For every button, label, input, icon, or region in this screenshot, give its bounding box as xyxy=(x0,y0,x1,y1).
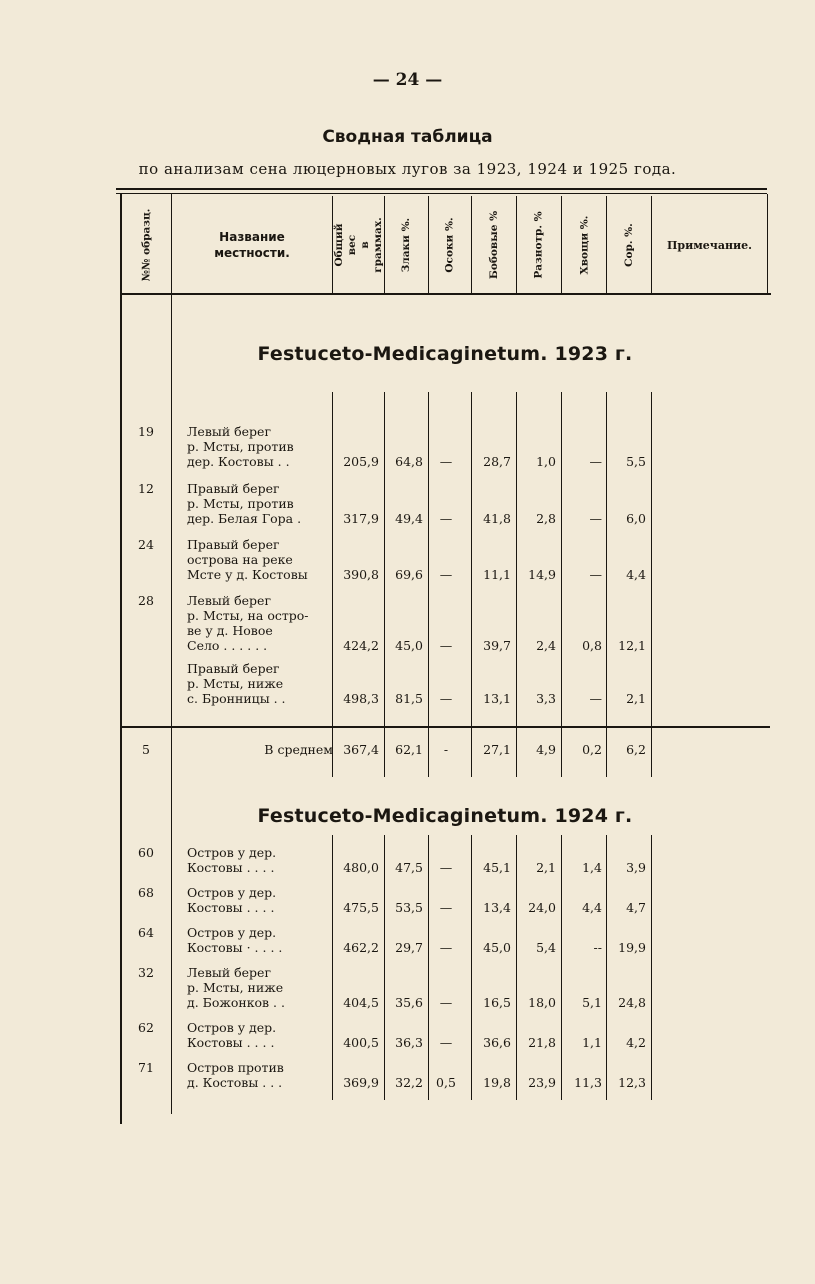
grasses-value: 47,5 xyxy=(395,860,423,875)
data-divider xyxy=(471,835,472,1100)
location-name: Правый берег р. Мсты, против дер. Белая Гора . xyxy=(187,481,302,526)
sedges-value: 0,5 xyxy=(436,1075,456,1090)
weeds-value: 2,1 xyxy=(626,691,646,706)
total-value: 480,0 xyxy=(343,860,379,875)
weeds-value: 4,4 xyxy=(626,567,646,582)
horsetails-value: -- xyxy=(593,940,602,955)
weeds-value: 3,9 xyxy=(626,860,646,875)
horsetails-value: 1,4 xyxy=(582,860,602,875)
legumes-value: 36,6 xyxy=(483,1035,511,1050)
sedges-value: — xyxy=(439,860,453,875)
location-name: Остров против д. Костовы . . . xyxy=(187,1060,284,1090)
location-name: Левый берег р. Мсты, на остро- ве у д. Новое Село . . . . . . xyxy=(187,593,309,653)
header-location: Название местности. xyxy=(214,230,290,260)
header-grasses xyxy=(385,198,428,292)
data-divider xyxy=(428,392,429,777)
horsetails-value: — xyxy=(589,691,602,706)
header-bottom-rule xyxy=(120,293,771,295)
left-border xyxy=(120,194,122,1124)
sample-number: 68 xyxy=(138,885,154,900)
total-value: 475,5 xyxy=(343,900,379,915)
data-divider xyxy=(651,392,652,777)
header-forbs-label: Разнотр. % xyxy=(533,211,546,279)
total-value: 317,9 xyxy=(343,511,379,526)
data-divider xyxy=(606,835,607,1100)
location-name: В среднем xyxy=(264,742,333,757)
horsetails-value: 0,2 xyxy=(582,742,602,757)
location-name: Остров у дер. Костовы · . . . . xyxy=(187,925,283,955)
legumes-value: 45,1 xyxy=(483,860,511,875)
forbs-value: 1,0 xyxy=(536,454,556,469)
page-number: — 24 — xyxy=(372,70,443,90)
sedges-value: — xyxy=(439,995,453,1010)
location-name: Остров у дер. Костовы . . . . xyxy=(187,845,277,875)
weeds-value: 24,8 xyxy=(618,995,646,1010)
legumes-value: 19,8 xyxy=(483,1075,511,1090)
sample-number: 71 xyxy=(138,1060,154,1075)
data-divider xyxy=(561,392,562,777)
legumes-value: 39,7 xyxy=(483,638,511,653)
right-border xyxy=(767,194,768,294)
number-column-divider xyxy=(171,194,172,1114)
table-subtitle: по анализам сена люцерновых лугов за 1923, 1924 и 1925 года. xyxy=(138,160,677,178)
sedges-value: — xyxy=(439,454,453,469)
sample-number: 60 xyxy=(138,845,154,860)
legumes-value: 45,0 xyxy=(483,940,511,955)
header-note: Примечание. xyxy=(666,238,752,252)
legumes-value: 16,5 xyxy=(483,995,511,1010)
location-name: Левый берег р. Мсты, против дер. Костовы . . xyxy=(187,424,294,469)
top-rule xyxy=(116,188,767,190)
horsetails-value: — xyxy=(589,567,602,582)
sedges-value: — xyxy=(439,691,453,706)
weeds-value: 19,9 xyxy=(618,940,646,955)
forbs-value: 3,3 xyxy=(536,691,556,706)
sample-number: 64 xyxy=(138,925,154,940)
total-value: 400,5 xyxy=(343,1035,379,1050)
sample-number: 5 xyxy=(142,742,150,757)
forbs-value: 2,8 xyxy=(536,511,556,526)
header-weeds xyxy=(607,198,651,292)
total-value: 424,2 xyxy=(343,638,379,653)
average-top-rule xyxy=(120,726,770,728)
forbs-value: 24,0 xyxy=(528,900,556,915)
sample-number: 19 xyxy=(138,424,154,439)
horsetails-value: 11,3 xyxy=(574,1075,602,1090)
horsetails-value: — xyxy=(589,511,602,526)
forbs-value: 2,1 xyxy=(536,860,556,875)
legumes-value: 11,1 xyxy=(483,567,511,582)
section-title-1923: Festuceto-Medicaginetum. 1923 г. xyxy=(257,343,633,365)
forbs-value: 18,0 xyxy=(528,995,556,1010)
grasses-value: 36,3 xyxy=(395,1035,423,1050)
header-legumes xyxy=(472,198,516,292)
data-divider xyxy=(606,392,607,777)
forbs-value: 23,9 xyxy=(528,1075,556,1090)
location-name: Остров у дер. Костовы . . . . xyxy=(187,1020,277,1050)
header-total-weight-label: Общий вес в граммах. xyxy=(332,217,384,273)
data-divider xyxy=(516,392,517,777)
location-name: Правый берег р. Мсты, ниже с. Бронницы . . xyxy=(187,661,286,706)
legumes-value: 27,1 xyxy=(483,742,511,757)
weeds-value: 4,2 xyxy=(626,1035,646,1050)
grasses-value: 62,1 xyxy=(395,742,423,757)
weeds-value: 12,1 xyxy=(618,638,646,653)
sample-number: 28 xyxy=(138,593,154,608)
header-sedges xyxy=(429,198,471,292)
weeds-value: 6,2 xyxy=(626,742,646,757)
data-divider xyxy=(651,835,652,1100)
sedges-value: — xyxy=(439,1035,453,1050)
total-value: 205,9 xyxy=(343,454,379,469)
legumes-value: 13,1 xyxy=(483,691,511,706)
weeds-value: 4,7 xyxy=(626,900,646,915)
legumes-value: 13,4 xyxy=(483,900,511,915)
sample-number: 62 xyxy=(138,1020,154,1035)
forbs-value: 14,9 xyxy=(528,567,556,582)
legumes-value: 28,7 xyxy=(483,454,511,469)
sedges-value: - xyxy=(443,742,449,757)
data-divider xyxy=(561,835,562,1100)
forbs-value: 21,8 xyxy=(528,1035,556,1050)
weeds-value: 12,3 xyxy=(618,1075,646,1090)
data-divider xyxy=(516,835,517,1100)
horsetails-value: 1,1 xyxy=(582,1035,602,1050)
header-sedges-label: Осоки %. xyxy=(444,217,457,273)
legumes-value: 41,8 xyxy=(483,511,511,526)
header-sample-no-label: №№ образц. xyxy=(140,208,153,282)
data-divider xyxy=(384,392,385,777)
horsetails-value: 5,1 xyxy=(582,995,602,1010)
location-name: Правый берег острова на реке Мсте у д. Костовы xyxy=(187,537,308,582)
grasses-value: 45,0 xyxy=(395,638,423,653)
grasses-value: 81,5 xyxy=(395,691,423,706)
grasses-value: 32,2 xyxy=(395,1075,423,1090)
header-legumes-label: Бобовые % xyxy=(488,210,500,280)
top-rule-thin xyxy=(116,193,767,194)
weeds-value: 5,5 xyxy=(626,454,646,469)
horsetails-value: — xyxy=(589,454,602,469)
location-name: Левый берег р. Мсты, ниже д. Божонков . . xyxy=(187,965,285,1010)
forbs-value: 2,4 xyxy=(536,638,556,653)
total-value: 367,4 xyxy=(343,742,379,757)
total-value: 404,5 xyxy=(343,995,379,1010)
total-value: 462,2 xyxy=(343,940,379,955)
section-title-1924: Festuceto-Medicaginetum. 1924 г. xyxy=(257,805,633,827)
sedges-value: — xyxy=(439,567,453,582)
sample-number: 32 xyxy=(138,965,154,980)
data-divider xyxy=(471,392,472,777)
total-value: 498,3 xyxy=(343,691,379,706)
header-total-weight xyxy=(333,198,384,292)
sample-number: 24 xyxy=(138,537,154,552)
sedges-value: — xyxy=(439,900,453,915)
forbs-value: 4,9 xyxy=(536,742,556,757)
header-sample-no xyxy=(122,198,171,292)
horsetails-value: 0,8 xyxy=(582,638,602,653)
table-title: Сводная таблица xyxy=(322,127,493,147)
sedges-value: — xyxy=(439,511,453,526)
header-weeds-label: Сор. %. xyxy=(623,223,635,267)
sample-number: 12 xyxy=(138,481,154,496)
data-divider xyxy=(428,835,429,1100)
grasses-value: 69,6 xyxy=(395,567,423,582)
data-divider xyxy=(384,835,385,1100)
location-name: Остров у дер. Костовы . . . . xyxy=(187,885,277,915)
grasses-value: 53,5 xyxy=(395,900,423,915)
weeds-value: 6,0 xyxy=(626,511,646,526)
grasses-value: 49,4 xyxy=(395,511,423,526)
grasses-value: 29,7 xyxy=(395,940,423,955)
sedges-value: — xyxy=(439,940,453,955)
forbs-value: 5,4 xyxy=(536,940,556,955)
header-forbs xyxy=(517,198,561,292)
total-value: 390,8 xyxy=(343,567,379,582)
header-grasses-label: Злаки %. xyxy=(400,217,413,273)
sedges-value: — xyxy=(439,638,453,653)
horsetails-value: 4,4 xyxy=(582,900,602,915)
grasses-value: 35,6 xyxy=(395,995,423,1010)
total-value: 369,9 xyxy=(343,1075,379,1090)
header-horsetails-label: Хвощи %. xyxy=(578,215,591,275)
header-horsetails xyxy=(562,198,606,292)
grasses-value: 64,8 xyxy=(395,454,423,469)
